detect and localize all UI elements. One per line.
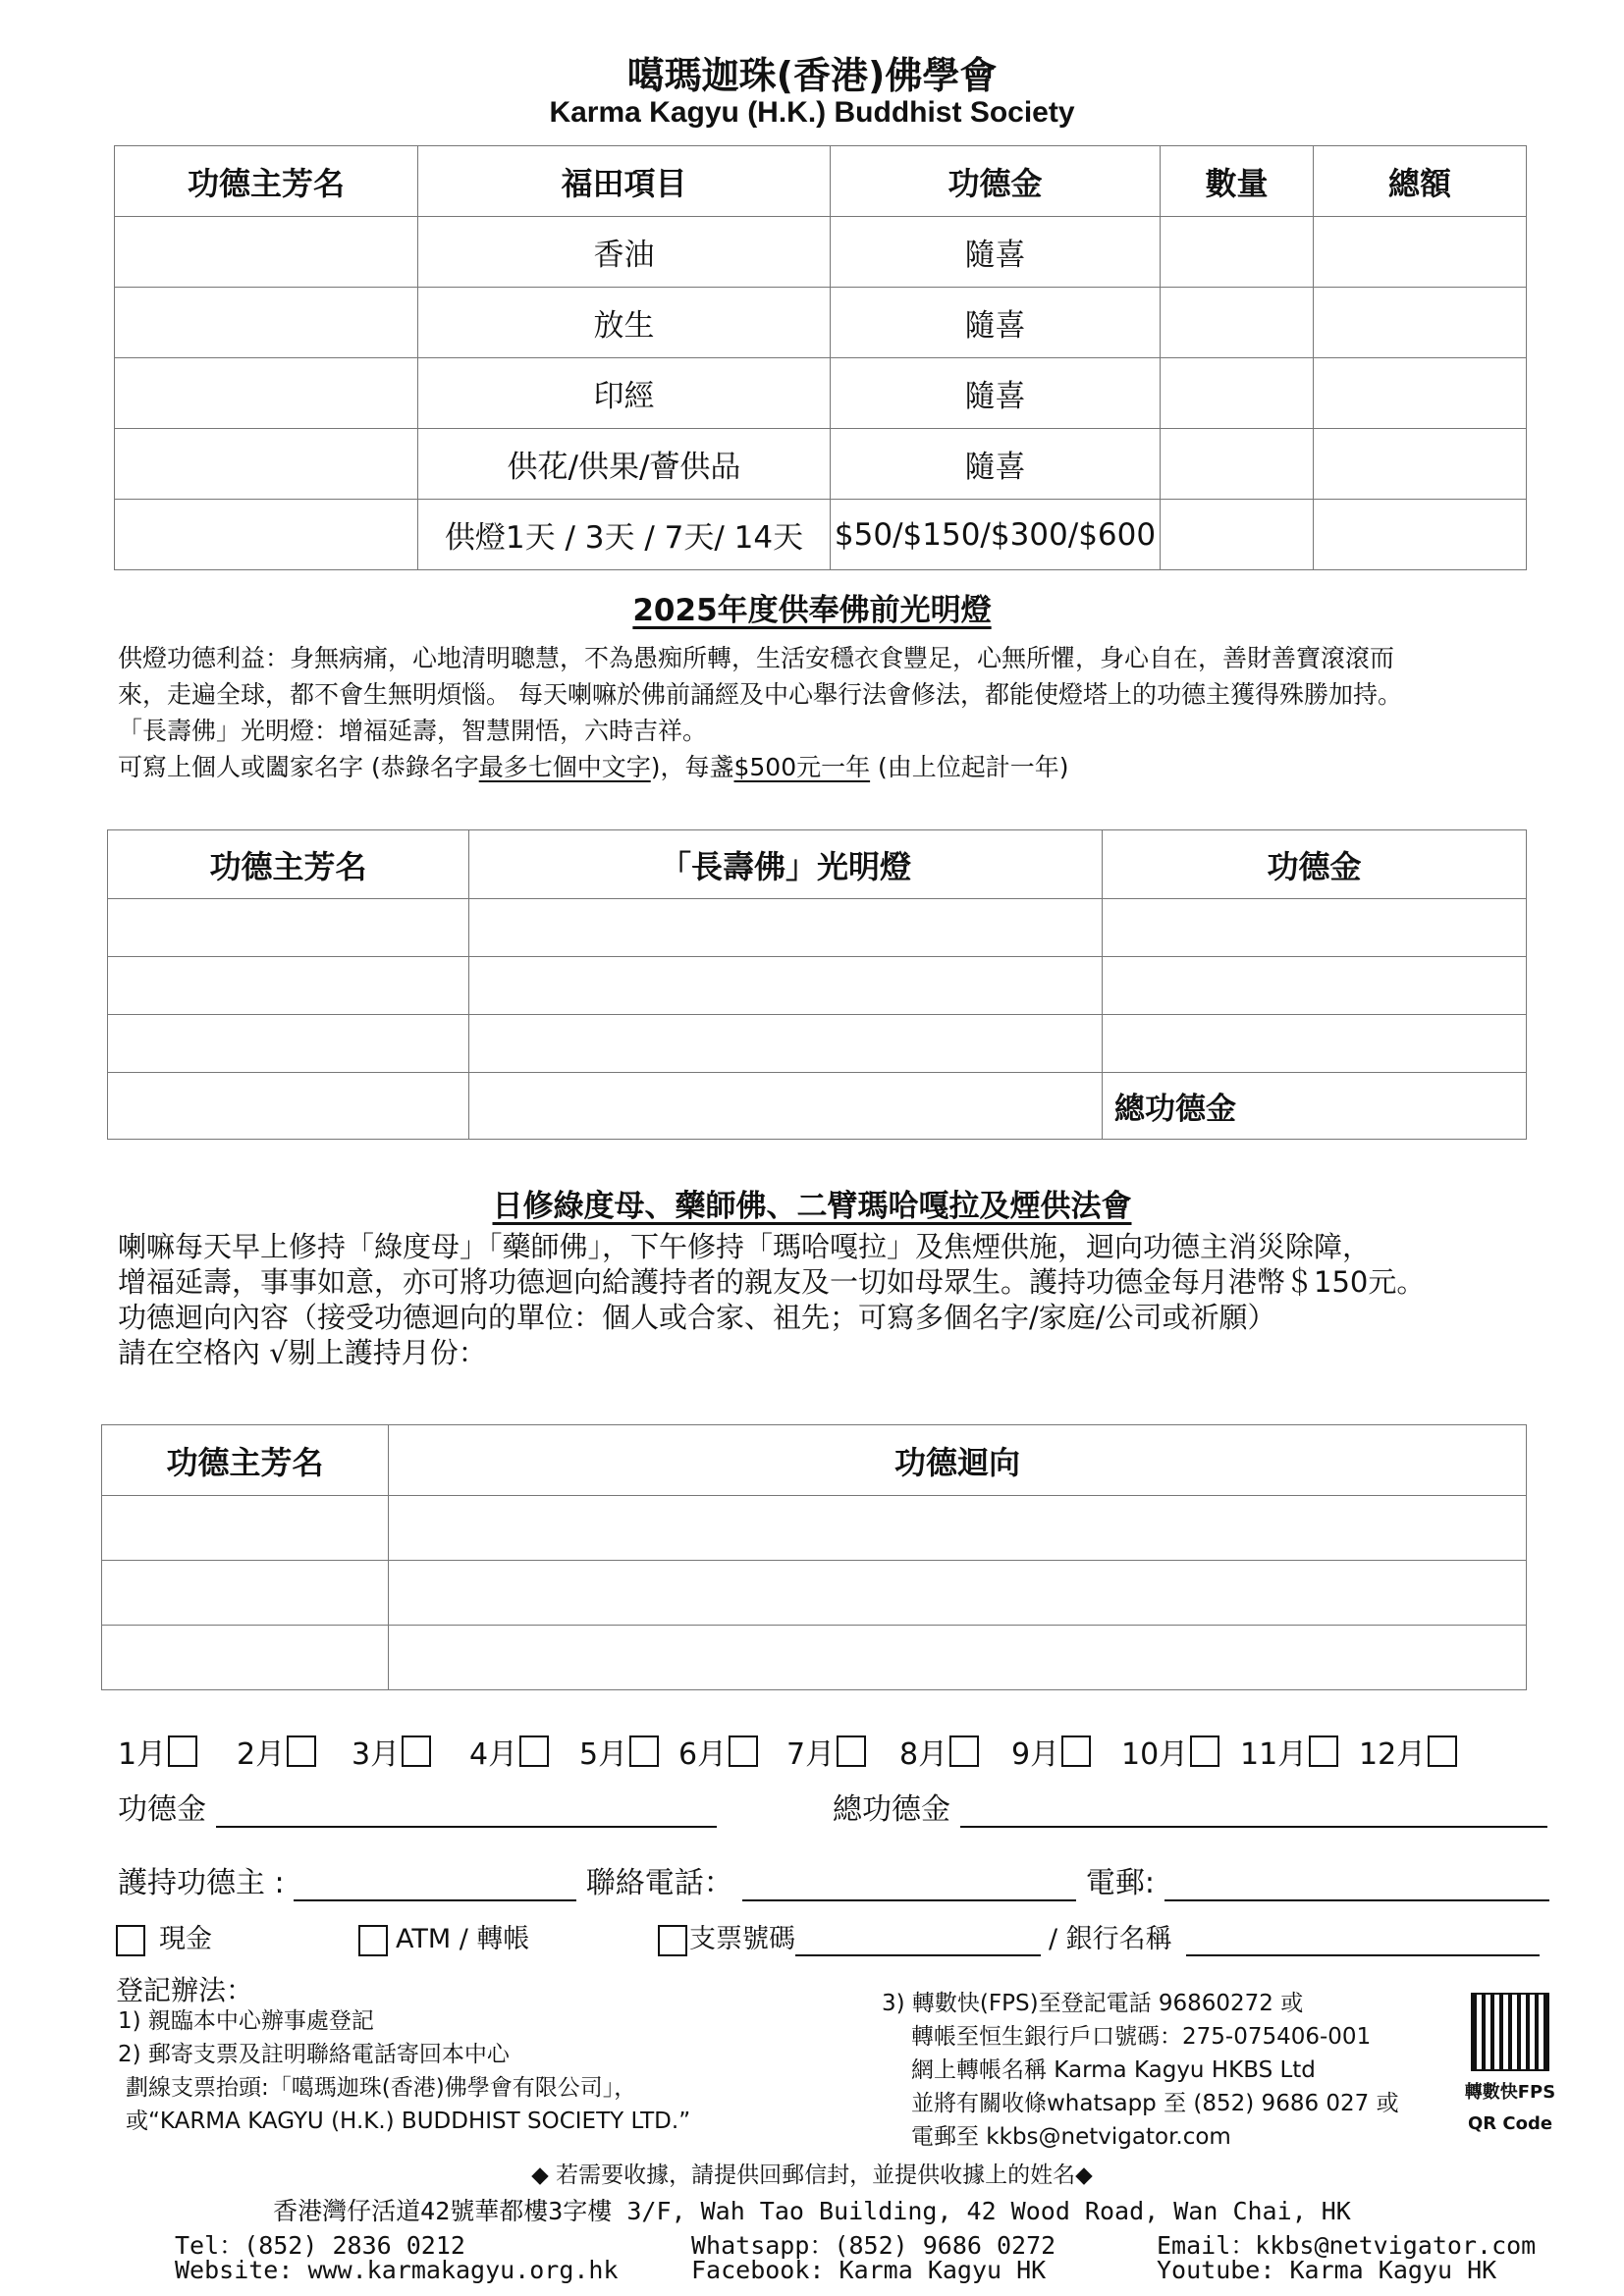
title-chinese: 噶瑪迦珠(香港)佛學會	[626, 54, 998, 97]
title-english: Karma Kagyu (H.K.) Buddhist Society	[549, 96, 1075, 129]
address: 香港灣仔活道42號華都樓3字樓 3/F, Wah Tao Building, 42 Wood Road, Wan Chai, HK	[273, 2197, 1351, 2225]
registration-method: 劃線支票抬頭:「噶瑪迦珠(香港)佛學會有限公司」，	[126, 2075, 637, 2101]
name-cell[interactable]	[115, 217, 418, 288]
bank-label: / 銀行名稱	[1049, 1924, 1172, 1954]
table-row	[108, 899, 1527, 957]
table-row	[102, 1496, 1527, 1561]
month-2-checkbox[interactable]	[237, 1730, 316, 1773]
month-label: 9月	[1011, 1737, 1060, 1772]
name-cell[interactable]	[115, 500, 418, 570]
total-cell[interactable]	[1314, 288, 1527, 358]
quantity-cell[interactable]	[1161, 500, 1314, 570]
lamp-note-price: $500元一年	[733, 753, 871, 781]
month-11-checkbox[interactable]	[1240, 1730, 1338, 1773]
amount-cell: 隨喜	[831, 429, 1161, 500]
contact-row	[118, 1858, 1549, 1901]
checkbox-box[interactable]	[658, 1925, 687, 1956]
month-4-checkbox[interactable]	[469, 1730, 549, 1773]
phone-label: 聯絡電話：	[585, 1866, 733, 1900]
quantity-cell[interactable]	[1161, 288, 1314, 358]
checkbox-box[interactable]	[729, 1735, 758, 1767]
total-merit-label: 總功德金	[1114, 1092, 1236, 1127]
cheque-field[interactable]	[795, 1931, 1041, 1956]
col-header-dedication: 功德迴向	[389, 1425, 1527, 1496]
lamp-cell[interactable]	[469, 899, 1103, 957]
registration-method: 電郵至 kkbs@netvigator.com	[911, 2124, 1231, 2150]
registration-method: 網上轉帳名稱 Karma Kagyu HKBS Ltd	[911, 2057, 1316, 2083]
puja-desc-line: 喇嘛每天早上修持「綠度母」「藥師佛」，下午修持「瑪哈嘎拉」及焦煙供施，迴向功德主消災除障，	[118, 1230, 1372, 1263]
month-label: 6月	[678, 1737, 728, 1772]
item-cell: 放生	[418, 288, 831, 358]
bank-field[interactable]	[1186, 1931, 1540, 1956]
facebook-link[interactable]: Facebook: Karma Kagyu HK	[691, 2256, 1047, 2284]
qr-label: QR Code	[1467, 2113, 1553, 2134]
name-cell[interactable]	[115, 288, 418, 358]
month-9-checkbox[interactable]	[1011, 1730, 1091, 1773]
receipt-note: ◆ 若需要收據，請提供回郵信封，並提供收據上的姓名◆	[531, 2163, 1093, 2188]
name-cell[interactable]	[102, 1496, 389, 1561]
cheque-option[interactable]	[658, 1917, 1540, 1956]
amount-cell: 隨喜	[831, 288, 1161, 358]
tel: Tel：(852) 2836 0212	[175, 2231, 465, 2260]
atm-option[interactable]	[358, 1917, 529, 1956]
website-link[interactable]: Website: www.karmakagyu.org.hk	[175, 2256, 619, 2284]
checkbox-box[interactable]	[837, 1735, 866, 1767]
checkbox-box[interactable]	[287, 1735, 316, 1767]
name-cell[interactable]	[108, 1073, 469, 1140]
lamp-note-text: )，每盞	[650, 753, 734, 781]
checkbox-box[interactable]	[1190, 1735, 1219, 1767]
lamp-note-limit: 最多七個中文字	[478, 753, 651, 781]
month-label: 12月	[1359, 1737, 1427, 1772]
month-label: 2月	[237, 1737, 286, 1772]
month-1-checkbox[interactable]	[118, 1730, 197, 1773]
month-8-checkbox[interactable]	[899, 1730, 979, 1773]
merit-cell[interactable]	[1103, 899, 1527, 957]
col-header-name: 功德主芳名	[102, 1425, 389, 1496]
registration-method: 轉帳至恒生銀行戶口號碼：275-075406-001	[911, 2024, 1372, 2050]
merit-label: 功德金	[118, 1792, 206, 1827]
phone-field[interactable]	[742, 1872, 1076, 1901]
col-header-lamp: 「長壽佛」光明燈	[469, 830, 1103, 899]
registration-method: 或“KARMA KAGYU (H.K.) BUDDHIST SOCIETY LTD.”	[126, 2109, 691, 2134]
name-cell[interactable]	[108, 957, 469, 1015]
col-header-merit: 功德金	[1103, 830, 1527, 899]
checkbox-box[interactable]	[629, 1735, 659, 1767]
month-label: 4月	[469, 1737, 518, 1772]
merit-cell[interactable]	[1103, 957, 1527, 1015]
total-merit-field[interactable]	[960, 1798, 1547, 1828]
cash-option[interactable]	[116, 1917, 212, 1956]
col-header-name: 功德主芳名	[115, 146, 418, 217]
checkbox-box[interactable]	[1061, 1735, 1091, 1767]
total-cell[interactable]	[1314, 217, 1527, 288]
quantity-cell[interactable]	[1161, 429, 1314, 500]
quantity-cell[interactable]	[1161, 217, 1314, 288]
registration-methods-right	[882, 1987, 1399, 2154]
dedication-cell[interactable]	[389, 1496, 1527, 1561]
amount-cell: 隨喜	[831, 358, 1161, 429]
whatsapp: Whatsapp：(852) 9686 0272	[691, 2231, 1056, 2260]
lamp-note-text: 可寫上個人或闔家名字 (恭錄名字	[118, 753, 479, 781]
item-cell: 印經	[418, 358, 831, 429]
email-label: 電郵:	[1085, 1866, 1155, 1900]
offering-table	[114, 145, 1527, 570]
name-cell[interactable]	[115, 429, 418, 500]
checkbox-box[interactable]	[168, 1735, 197, 1767]
cheque-label: 支票號碼	[689, 1924, 795, 1954]
cash-label: 現金	[159, 1924, 212, 1954]
payment-row	[116, 1917, 1540, 1956]
amount-cell: 隨喜	[831, 217, 1161, 288]
fps-qr-code	[1471, 1993, 1549, 2071]
checkbox-box[interactable]	[1428, 1735, 1457, 1767]
month-label: 3月	[352, 1737, 401, 1772]
col-header-merit: 功德金	[831, 146, 1161, 217]
lamp-cell[interactable]	[469, 957, 1103, 1015]
puja-section-title: 日修綠度母、藥師佛、二臂瑪哈嘎拉及煙供法會	[492, 1189, 1132, 1224]
lamp-description	[118, 640, 1571, 785]
name-cell[interactable]	[108, 1015, 469, 1073]
lamp-cell[interactable]	[469, 1073, 1103, 1140]
longevity-lamp-table	[107, 829, 1527, 1140]
table-row	[115, 429, 1527, 500]
lamp-desc-line	[118, 749, 1571, 785]
qr-label: 轉數快FPS	[1464, 2082, 1556, 2103]
registration-method: 並將有關收條whatsapp 至 (852) 9686 027 或	[911, 2091, 1399, 2116]
month-label: 5月	[579, 1737, 628, 1772]
amount-cell: $50/$150/$300/$600	[831, 500, 1161, 570]
lamp-desc-line: 「長壽佛」光明燈：增福延壽，智慧開悟，六時吉祥。	[118, 717, 708, 745]
puja-description	[118, 1229, 1571, 1370]
table-row	[115, 217, 1527, 288]
quantity-cell[interactable]	[1161, 358, 1314, 429]
month-label: 10月	[1121, 1737, 1189, 1772]
checkbox-box[interactable]	[949, 1735, 979, 1767]
month-5-checkbox[interactable]	[579, 1730, 659, 1773]
table-row	[102, 1561, 1527, 1626]
total-cell[interactable]	[1314, 358, 1527, 429]
name-cell[interactable]	[102, 1561, 389, 1626]
registration-methods-left	[118, 2004, 690, 2138]
sponsor-field[interactable]	[294, 1872, 576, 1901]
month-3-checkbox[interactable]	[352, 1730, 431, 1773]
table-row	[115, 288, 1527, 358]
youtube-link[interactable]: Youtube: Karma Kagyu HK	[1157, 2256, 1497, 2284]
puja-desc-line: 功德迴向內容（接受功德迴向的單位：個人或合家、祖先；可寫多個名字/家庭/公司或祈願）	[118, 1301, 1276, 1334]
table-row	[108, 1073, 1527, 1140]
col-header-item: 福田項目	[418, 146, 831, 217]
atm-label: ATM / 轉帳	[396, 1924, 530, 1954]
merit-cell[interactable]	[1103, 1015, 1527, 1073]
item-cell: 供花/供果/薈供品	[418, 429, 831, 500]
total-cell[interactable]	[1314, 429, 1527, 500]
puja-desc-line: 增福延壽，事事如意，亦可將功德迴向給護持者的親友及一切如母眾生。護持功德金每月港幣＄150元。	[118, 1265, 1426, 1299]
month-label: 7月	[786, 1737, 836, 1772]
checkbox-box[interactable]	[116, 1925, 145, 1956]
name-cell[interactable]	[108, 899, 469, 957]
registration-method: 2) 郵寄支票及註明聯絡電話寄回本中心	[118, 2042, 510, 2067]
month-12-checkbox[interactable]	[1359, 1730, 1457, 1773]
item-cell: 供燈1天 / 3天 / 7天/ 14天	[418, 500, 831, 570]
name-cell[interactable]	[115, 358, 418, 429]
registration-method: 3) 轉數快(FPS)至登記電話 96860272 或	[882, 1991, 1304, 2016]
lamp-note-text: (由上位起計一年)	[870, 753, 1069, 781]
dedication-cell[interactable]	[389, 1626, 1527, 1690]
item-cell: 香油	[418, 217, 831, 288]
merit-field[interactable]	[216, 1798, 717, 1828]
table-row	[108, 1015, 1527, 1073]
table-row	[115, 500, 1527, 570]
total-merit-label: 總功德金	[833, 1792, 950, 1827]
month-label: 1月	[118, 1737, 167, 1772]
table-row	[102, 1626, 1527, 1690]
col-header-total: 總額	[1314, 146, 1527, 217]
checkbox-box[interactable]	[1309, 1735, 1338, 1767]
dedication-cell[interactable]	[389, 1561, 1527, 1626]
registration-title: 登記辦法：	[116, 1974, 254, 2006]
month-10-checkbox[interactable]	[1121, 1730, 1219, 1773]
lamp-cell[interactable]	[469, 1015, 1103, 1073]
month-7-checkbox[interactable]	[786, 1730, 866, 1773]
table-row	[115, 358, 1527, 429]
checkbox-box[interactable]	[402, 1735, 431, 1767]
total-merit-row	[833, 1785, 1547, 1828]
merit-row	[118, 1785, 717, 1828]
name-cell[interactable]	[102, 1626, 389, 1690]
total-merit-cell[interactable]	[1103, 1073, 1527, 1140]
col-header-name: 功德主芳名	[108, 830, 469, 899]
lamp-desc-line: 來，走遍全球，都不會生無明煩惱。 每天喇嘛於佛前誦經及中心舉行法會修法，都能使燈塔上的功德主獲得殊勝加持。	[118, 680, 1402, 709]
month-label: 11月	[1240, 1737, 1308, 1772]
lamp-desc-line: 供燈功德利益：身無病痛，心地清明聰慧，不為愚痴所轉，生活安穩衣食豐足，心無所懼，身心自在，善財善寶滾滾而	[118, 644, 1395, 672]
col-header-quantity: 數量	[1161, 146, 1314, 217]
total-cell[interactable]	[1314, 500, 1527, 570]
month-label: 8月	[899, 1737, 948, 1772]
checkbox-box[interactable]	[358, 1925, 388, 1956]
registration-method: 1) 親臨本中心辦事處登記	[118, 2008, 374, 2034]
sponsor-label: 護持功德主 :	[118, 1866, 285, 1900]
email-field[interactable]	[1164, 1872, 1549, 1901]
dedication-table	[101, 1424, 1527, 1690]
table-row	[108, 957, 1527, 1015]
puja-desc-line: 請在空格內 √剔上護持月份：	[118, 1336, 487, 1369]
qr-code-icon	[1471, 1993, 1549, 2071]
lamp-section-title: 2025年度供奉佛前光明燈	[632, 593, 992, 628]
month-6-checkbox[interactable]	[678, 1730, 758, 1773]
email-contact: Email：kkbs@netvigator.com	[1157, 2231, 1537, 2260]
qr-caption	[1441, 2077, 1579, 2140]
checkbox-box[interactable]	[519, 1735, 549, 1767]
